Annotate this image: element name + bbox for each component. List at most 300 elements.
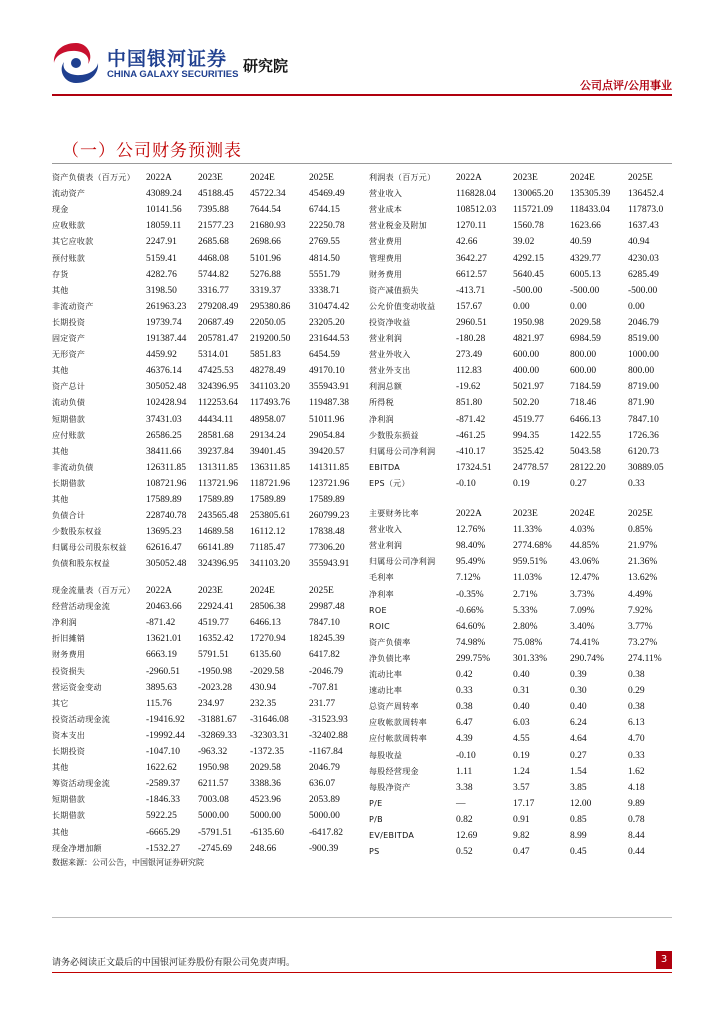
cell-value: 1950.98 [513, 317, 544, 328]
cell-value: 44.85% [570, 541, 600, 552]
table-row [52, 712, 362, 728]
cell-value: 39420.57 [309, 446, 345, 457]
cell-value: 123721.96 [309, 478, 350, 489]
cell-value: 75.08% [513, 637, 543, 648]
cell-value: 7184.59 [570, 382, 601, 393]
table-row [52, 412, 362, 428]
cell-value: 5021.97 [513, 382, 544, 393]
cell-value: 116828.04 [456, 189, 497, 200]
row-label: 归属母公司股东权益 [52, 543, 127, 553]
table-row [369, 412, 679, 428]
cell-value: 279208.49 [198, 301, 239, 312]
cell-value: -0.66% [456, 605, 484, 616]
cell-value: 21.36% [628, 557, 658, 568]
cell-value: 5744.82 [198, 269, 229, 280]
table-row [52, 347, 362, 363]
key-ratios-header [369, 506, 679, 522]
table-row [369, 186, 679, 202]
cell-value: 7847.10 [628, 414, 659, 425]
row-label: 长期投资 [52, 317, 86, 327]
row-label: 主要财务比率 [369, 509, 419, 518]
row-label: PS [369, 847, 380, 857]
cell-value: 1.54 [570, 766, 587, 777]
cell-value: -32402.88 [309, 730, 348, 741]
cell-value: 23205.20 [309, 317, 345, 328]
cell-value: 6211.57 [198, 779, 229, 790]
row-label: 其他 [52, 285, 69, 295]
cell-value: 232.35 [250, 698, 277, 709]
cell-value: 355943.91 [309, 559, 350, 570]
table-row [369, 218, 679, 234]
cell-value: -2046.79 [309, 666, 344, 677]
table-row [369, 267, 679, 283]
table-row [369, 460, 679, 476]
cell-value: 43.06% [570, 557, 600, 568]
table-row [369, 635, 679, 651]
table-row [52, 664, 362, 680]
cell-value: 4.64 [570, 734, 587, 745]
cell-value: 0.91 [513, 814, 530, 825]
cell-value: 19739.74 [146, 317, 182, 328]
cell-value: 74.41% [570, 637, 600, 648]
cell-value: 6454.59 [309, 350, 340, 361]
row-label: 净利率 [369, 589, 394, 599]
section-rule [52, 163, 672, 164]
cell-value: 7644.54 [250, 205, 281, 216]
cell-value: 400.00 [513, 366, 540, 377]
cell-value: 3316.77 [198, 285, 229, 296]
row-label: ROE [369, 605, 387, 615]
cell-value: 37431.03 [146, 414, 182, 425]
table-row [369, 554, 679, 570]
cell-value: 305052.48 [146, 559, 187, 570]
cell-value: 261963.23 [146, 301, 187, 312]
cell-value: -19416.92 [146, 714, 185, 725]
cell-value: 502.20 [513, 398, 540, 409]
cell-value: 13695.23 [146, 527, 182, 538]
cell-value: 0.38 [628, 702, 645, 713]
cell-value: 274.11% [628, 653, 662, 664]
table-row [52, 492, 362, 508]
cell-value: 141311.85 [309, 462, 350, 473]
row-label: 财务费用 [52, 650, 86, 660]
cell-value: 4519.77 [513, 414, 544, 425]
cell-value: 1422.55 [570, 430, 601, 441]
cell-value: 3319.37 [250, 285, 281, 296]
row-label: 短期借款 [52, 414, 86, 424]
cell-value: 2685.68 [198, 237, 229, 248]
table-row [52, 476, 362, 492]
cell-value: 0.19 [513, 750, 530, 761]
row-label: P/B [369, 814, 383, 824]
cell-value: 2247.91 [146, 237, 177, 248]
cell-value: 20463.66 [146, 602, 182, 613]
row-label: 应收帐款周转率 [369, 718, 428, 728]
cell-value: 118433.04 [570, 205, 611, 216]
cell-value: 290.74% [570, 653, 605, 664]
table-row [52, 599, 362, 615]
cell-value: 305052.48 [146, 382, 187, 393]
table-row [369, 363, 679, 379]
cell-value: -31646.08 [250, 714, 289, 725]
cell-value: 994.35 [513, 430, 540, 441]
table-row [52, 444, 362, 460]
cell-value: 1.11 [456, 766, 473, 777]
cell-value: 0.52 [456, 847, 473, 858]
cell-value: 74.98% [456, 637, 486, 648]
cell-value: 2023E [513, 173, 538, 183]
cell-value: 7003.08 [198, 795, 229, 806]
cell-value: 310474.42 [309, 301, 350, 312]
cell-value: 1622.62 [146, 763, 177, 774]
cell-value: 28122.20 [570, 462, 606, 473]
cell-value: 115.76 [146, 698, 172, 709]
row-label: 财务费用 [369, 269, 403, 279]
row-label: 净负债比率 [369, 653, 411, 663]
cell-value: 17324.51 [456, 462, 492, 473]
cell-value: -1950.98 [198, 666, 233, 677]
cell-value: -6135.60 [250, 827, 285, 838]
row-label: 营业利润 [369, 334, 403, 343]
table-row [52, 186, 362, 202]
table-row [52, 331, 362, 347]
table-row [369, 347, 679, 363]
balance-sheet-header [52, 170, 362, 186]
table-row [369, 587, 679, 603]
cell-value: -871.42 [456, 414, 486, 425]
cell-value: 3388.36 [250, 779, 281, 790]
table-row [369, 731, 679, 747]
cell-value: 253805.61 [250, 511, 291, 522]
cell-value: 117873.0 [628, 205, 664, 216]
table-row [369, 780, 679, 796]
row-label: 每股收益 [369, 750, 403, 760]
cell-value: 600.00 [570, 366, 597, 377]
row-label: 其他 [52, 827, 69, 837]
table-row [52, 776, 362, 792]
cell-value: -0.35% [456, 589, 484, 600]
cell-value: 1560.78 [513, 221, 544, 232]
cell-value: 16352.42 [198, 634, 234, 645]
cell-value: 42.66 [456, 237, 478, 248]
cell-value: 7395.88 [198, 205, 229, 216]
cell-value: 0.39 [570, 670, 587, 680]
table-row [369, 299, 679, 315]
cell-value: 341103.20 [250, 382, 291, 393]
cell-value: 4329.77 [570, 253, 601, 264]
cell-value: 115721.09 [513, 205, 554, 216]
cell-value: 4.55 [513, 734, 530, 745]
row-label: 流动负债 [52, 398, 86, 408]
cell-value: 3.57 [513, 782, 530, 793]
cell-value: 243565.48 [198, 511, 239, 522]
cell-value: 2022A [146, 173, 172, 183]
cell-value: 0.47 [513, 847, 530, 858]
cell-value: 234.97 [198, 698, 225, 709]
cell-value: 3.85 [570, 782, 587, 793]
table-row [52, 680, 362, 696]
row-label: 存货 [52, 269, 69, 279]
header-rule [52, 94, 672, 96]
cell-value: 126311.85 [146, 462, 187, 473]
cell-value: 113721.96 [198, 478, 239, 489]
cell-value: 135305.39 [570, 189, 611, 200]
table-row [52, 283, 362, 299]
cell-value: 47425.53 [198, 366, 234, 377]
cell-value: 112253.64 [198, 398, 239, 409]
row-label: EBITDA [369, 462, 401, 472]
cell-value: 0.00 [628, 301, 645, 312]
table-row [52, 395, 362, 411]
row-label: 折旧摊销 [52, 634, 86, 644]
cell-value: 130065.20 [513, 189, 554, 200]
cell-value: -871.42 [146, 618, 176, 629]
cell-value: 0.33 [456, 686, 473, 697]
row-label: 毛利率 [369, 573, 394, 583]
cell-value: 5314.01 [198, 350, 229, 361]
cell-value: 119487.38 [309, 398, 350, 409]
cell-value: 51011.96 [309, 414, 345, 425]
row-label: 筹资活动现金流 [52, 779, 111, 789]
cell-value: 6135.60 [250, 650, 281, 661]
cell-value: 136311.85 [250, 462, 291, 473]
row-label: 公允价值变动收益 [369, 301, 436, 311]
cell-value: 2023E [198, 586, 223, 596]
row-label: 投资净收益 [369, 317, 411, 327]
cell-value: 6.47 [456, 718, 473, 729]
cell-value: -0.10 [456, 750, 476, 761]
cell-value: 39237.84 [198, 446, 234, 457]
cell-value: 17589.89 [250, 495, 286, 505]
cell-value: 4523.96 [250, 795, 281, 806]
cell-value: -410.17 [456, 446, 486, 457]
table-row [369, 748, 679, 764]
row-label: 非流动负债 [52, 462, 94, 472]
cell-value: 3.77% [628, 621, 653, 632]
row-label: 应收账款 [52, 221, 86, 231]
cell-value: 136452.4 [628, 189, 664, 200]
cell-value: 231644.53 [309, 334, 350, 344]
cell-value: 22924.41 [198, 602, 234, 613]
row-label: 应付帐款周转率 [369, 734, 428, 744]
row-label: 每股经营现金 [369, 766, 419, 776]
cell-value: 6744.15 [309, 205, 340, 216]
table-row [369, 667, 679, 683]
table-row [52, 234, 362, 250]
cell-value: 21.97% [628, 541, 658, 552]
cell-value: 1000.00 [628, 350, 659, 361]
cell-value: 11.33% [513, 525, 542, 536]
cell-value: 0.00 [570, 301, 587, 312]
row-label: 营业收入 [369, 189, 403, 199]
cell-value: 3198.50 [146, 285, 177, 296]
cell-value: -180.28 [456, 334, 486, 344]
cell-value: 4814.50 [309, 253, 340, 264]
cell-value: 0.38 [456, 702, 473, 713]
cell-value: 2046.79 [628, 317, 659, 328]
cell-value: 112.83 [456, 366, 482, 377]
table-row [52, 524, 362, 540]
cell-value: 3.73% [570, 589, 595, 600]
cell-value: 26586.25 [146, 430, 182, 441]
row-label: 每股净资产 [369, 782, 411, 792]
cash-flow-header [52, 583, 362, 599]
cell-value: 4519.77 [198, 618, 229, 629]
table-row [52, 202, 362, 218]
cell-value: 44434.11 [198, 414, 234, 425]
cell-value: 13621.01 [146, 634, 182, 645]
cell-value: 2022A [146, 586, 172, 596]
cell-value: -19992.44 [146, 730, 185, 741]
brand-name-en: CHINA GALAXY SECURITIES [107, 69, 239, 80]
cell-value: 46376.14 [146, 366, 182, 377]
cell-value: 6005.13 [570, 269, 601, 280]
cell-value: 2025E [309, 173, 334, 183]
cell-value: 38411.66 [146, 446, 182, 457]
table-row [369, 715, 679, 731]
report-type: 公司点评/公用事业 [579, 79, 672, 92]
row-label: 短期借款 [52, 795, 86, 805]
cell-value: 851.80 [456, 398, 483, 409]
cell-value: -1372.35 [250, 747, 285, 757]
row-label: 营运资金变动 [52, 682, 102, 692]
cell-value: 6285.49 [628, 269, 659, 280]
table-row [52, 760, 362, 776]
cell-value: -0.10 [456, 478, 476, 489]
row-label: 长期投资 [52, 747, 86, 756]
cell-value: -1846.33 [146, 795, 181, 806]
cell-value: -31881.67 [198, 714, 237, 725]
cell-value: 102428.94 [146, 398, 187, 409]
cell-value: 17838.48 [309, 527, 345, 538]
cell-value: 12.69 [456, 831, 478, 841]
row-label: 管理费用 [369, 253, 403, 263]
row-label: 投资活动现金流 [52, 714, 111, 724]
cell-value: 2022A [456, 509, 482, 519]
cell-value: 30889.05 [628, 462, 664, 473]
cell-value: 231.77 [309, 698, 336, 709]
cell-value: -900.39 [309, 843, 339, 854]
cell-value: 8719.00 [628, 382, 659, 393]
table-row [52, 808, 362, 824]
row-label: 资产负债率 [369, 637, 411, 647]
cell-value: 5000.00 [309, 811, 340, 822]
cell-value: 4.03% [570, 525, 595, 536]
cell-value: 6417.82 [309, 650, 340, 661]
cell-value: 8.99 [570, 831, 587, 841]
row-label: 净利润 [369, 414, 394, 424]
table-row [52, 556, 362, 572]
cell-value: 45722.34 [250, 189, 286, 200]
cell-value: 3895.63 [146, 682, 177, 693]
cell-value: 191387.44 [146, 334, 187, 344]
row-label: 总资产周转率 [369, 702, 419, 712]
cell-value: 10141.56 [146, 205, 182, 216]
cell-value: 98.40% [456, 541, 486, 552]
cell-value: 71185.47 [250, 543, 286, 554]
table-row [369, 234, 679, 250]
cell-value: 0.78 [628, 814, 645, 825]
cell-value: 2024E [250, 173, 275, 183]
cell-value: 2774.68% [513, 541, 552, 552]
cell-value: -2745.69 [198, 843, 233, 854]
table-row [369, 331, 679, 347]
cell-value: 20687.49 [198, 317, 234, 328]
cell-value: 341103.20 [250, 559, 291, 570]
row-label: 资本支出 [52, 730, 86, 740]
cell-value: 301.33% [513, 653, 548, 664]
row-label: 利润表（百万元） [369, 173, 436, 182]
cell-value: 9.82 [513, 831, 530, 841]
cell-value: 17589.89 [309, 495, 345, 505]
table-row [52, 631, 362, 647]
row-label: 无形资产 [52, 350, 86, 360]
cell-value: 0.33 [628, 478, 645, 489]
cell-value: 324396.95 [198, 382, 239, 393]
cell-value: 2022A [456, 173, 482, 183]
section-title: （一）公司财务预测表 [62, 141, 242, 161]
cell-value: 324396.95 [198, 559, 239, 570]
table-row [369, 283, 679, 299]
cell-value: 7.12% [456, 573, 481, 584]
cell-value: 4.70 [628, 734, 645, 745]
brand-name-cn: 中国银河证券 [107, 48, 228, 70]
cell-value: 49170.10 [309, 366, 345, 377]
cell-value: 5851.83 [250, 350, 281, 361]
cell-value: 24778.57 [513, 462, 549, 473]
cell-value: 0.42 [456, 670, 473, 680]
cell-value: 131311.85 [198, 462, 239, 473]
cell-value: 1726.36 [628, 430, 659, 441]
table-row [369, 844, 679, 860]
table-row [369, 570, 679, 586]
cell-value: -500.00 [628, 285, 658, 296]
cell-value: 6466.13 [570, 414, 601, 425]
row-label: 应付账款 [52, 430, 86, 440]
row-label: 现金流量表（百万元） [52, 586, 135, 595]
row-label: 负债合计 [52, 511, 86, 521]
cell-value: -19.62 [456, 382, 481, 393]
table-row [369, 651, 679, 667]
cell-value: 108721.96 [146, 478, 187, 489]
cell-value: -963.32 [198, 747, 228, 757]
cell-value: 118721.96 [250, 478, 291, 489]
cell-value: — [456, 798, 466, 809]
cell-value: 4821.97 [513, 334, 544, 344]
cell-value: 12.47% [570, 573, 600, 584]
cell-value: 636.07 [309, 779, 336, 790]
table-row [369, 395, 679, 411]
cell-value: 0.00 [513, 301, 530, 312]
footer-rule [52, 972, 672, 973]
table-row [369, 202, 679, 218]
cell-value: -5791.51 [198, 827, 233, 838]
cell-value: 18245.39 [309, 634, 345, 645]
cell-value: 1637.43 [628, 221, 659, 232]
row-label: 所得税 [369, 398, 394, 408]
cell-value: 2023E [198, 173, 223, 183]
cell-value: 6466.13 [250, 618, 281, 629]
row-label: 归属母公司净利润 [369, 557, 436, 567]
cell-value: 9.89 [628, 798, 645, 809]
cell-value: -1167.84 [309, 747, 343, 757]
cell-value: -1047.10 [146, 747, 181, 757]
cell-value: 62616.47 [146, 543, 182, 554]
row-label: 流动资产 [52, 189, 86, 199]
cell-value: -2589.37 [146, 779, 181, 790]
cell-value: 1950.98 [198, 763, 229, 774]
cell-value: 295380.86 [250, 301, 291, 312]
